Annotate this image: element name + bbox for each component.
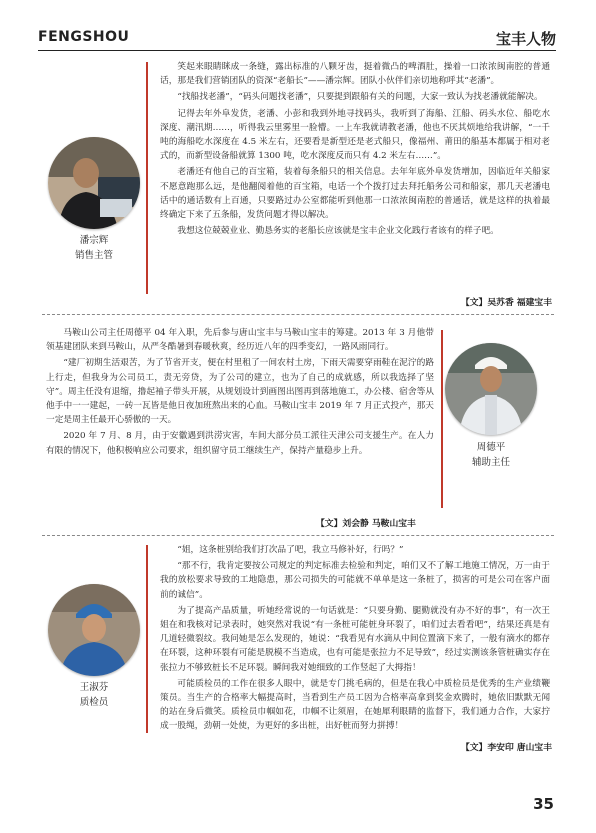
avatar-pan-zonghui: [48, 137, 140, 229]
profile-role: 质检员: [79, 697, 109, 708]
page-header: [38, 24, 556, 51]
paragraph: 可能质检员的工作在很多人眼中，就是专门挑毛病的，但是在我心中质检员是优秀的生产业绩鞭策员。当生产的合格率大幅提高时，当看到生产员工因为合格率高拿到奖金欢腾时，她依旧默默无闻的站在身后微笑。质检员巾帼如花，巾帼不让须眉，在她犀利眼睛的监督下，我们通力合作，大家拧成一股绳，劲朝一处使，为更好的多出桩，出好桩而努力拼搏！: [160, 678, 550, 732]
profile-role: 辅助主任: [471, 457, 510, 468]
article-body: [46, 326, 434, 460]
paragraph: “姐，这条桩别给我们打次品了吧，我立马修补好，行吗？”: [177, 545, 404, 555]
accent-divider: [146, 62, 148, 294]
avatar-wang-shufen: [48, 584, 140, 676]
accent-divider: [146, 545, 148, 733]
paragraph: “那不行，我肯定要按公司规定的判定标准去检验和判定，咱们又不了解工地施工情况，万一由于我的放松要求导致的工地隐患，那公司损失的可能就不单单是这一条桩了，损害的可是公司在客户面前的诚信”。: [160, 561, 550, 600]
article-body: [160, 60, 550, 240]
paragraph: “建厂初期生活艰苦，为了节省开支，便在村里租了一间农村土房，下雨天需要穿雨鞋在泥泞的路上行走，但我身为公司员工，责无旁贷，为了公司的建立，也为了自己的成就感，所以我选择了坚守”。周主任没有退缩，撸起袖子带头开展，从规划设计到画图出图再到落地施工，办公楼、宿舍等从他手中一一建起，一砖一瓦皆是他日夜加班熬出来的心血。马鞍山宝丰 2019 年 7 月正式投产，那天一定是周主任最开心骄傲的一天。: [46, 358, 434, 426]
paragraph: 我想这位兢兢业业、勤恳务实的老船长应该就是宝丰企业文化践行者该有的样子吧。: [177, 226, 499, 237]
profile-name: 王淑芬: [79, 682, 109, 693]
profile-name: 周德平: [476, 442, 506, 453]
section-divider: [42, 314, 554, 315]
profile-caption: [44, 680, 144, 710]
author-credit: 【文】李安印 唐山宝丰: [460, 743, 552, 753]
portrait-photo-icon: [48, 137, 140, 229]
accent-divider: [441, 330, 443, 508]
author-credit: 【文】吴苏香 福建宝丰: [460, 298, 552, 308]
portrait-photo-icon: [445, 343, 537, 435]
paragraph: 为了提高产品质量，听她经常说的一句话就是：“只要身勤、腿勤就没有办不好的事”，有一次王姐在和我核对记录表时，她突然对我说“有一条桩可能桩身环裂了，咱们过去看看吧”，结果还真是有几道轻微裂纹。我问她是怎么发现的，她说：“我看见有水滴从中间位置滴下来了，一般有滴水的都存在环裂，这种环裂有可能是脱模不当造成，也有可能是张拉力不足导致”，经过实测该条管桩确实存在张拉力不够致桩长不足环裂。瞬间我对她细致的工作竖起了大拇指！: [160, 605, 550, 673]
profile-role: 销售主管: [74, 250, 113, 261]
page-number: 35: [533, 795, 554, 813]
avatar-zhou-deping: [445, 343, 537, 435]
paragraph: 记得去年外阜发货，老潘、小彭和我到外地寻找码头，我听到了海船、江船、码头水位、船吃水深度、潮汛期……，听得我云里雾里一脸懵。一上车我就请教老潘，他也不厌其烦地给我讲解，“一千吨的海船吃水深度在 4.5 米左右，还要看是新型还是老式船只，像福州、莆田的船基本都属于相对老式的，而新型设备船就算 1300 吨，吃水深度反而只有 4.2 米左右……”。: [160, 108, 550, 162]
paragraph: 老潘还有他自己的百宝箱，装着每条船只的相关信息。去年年底外阜发货增加，因临近年关船家不愿意跑那么远，是他翻阅着他的百宝箱，电话一个个拨打过去拜托船务公司和船家，那几天老潘电话中的通话数有上百通，只要路过办公室都能听到他那一口浓浓闽南腔的普通话，就是这样的执着最终确定下来了五条船，发货问题才得以解决。: [160, 167, 550, 221]
paragraph: 2020 年 7 月、8 月，由于安徽遇到洪涝灾害，车间大部分员工派往天津公司支援生产。在人力有限的情况下，他积极响应公司要求，组织留守员工继续生产，保持产量稳步上升。: [46, 431, 434, 456]
article-body: [160, 543, 550, 736]
profile-caption: [44, 233, 144, 263]
portrait-photo-icon: [48, 584, 140, 676]
section-title: 宝丰人物: [495, 30, 556, 48]
paragraph: 笑起来眼睛眯成一条缝，露出标准的八颗牙齿，挺着微凸的啤酒肚，操着一口浓浓闽南腔的普通话，那是我们营销团队的资深“老船长”——潘宗辉。团队小伙伴们亲切地称呼其“老潘”。: [160, 62, 550, 87]
paragraph: 马鞍山公司主任周德平 04 年入职，先后参与唐山宝丰与马鞍山宝丰的筹建。2013 年 3 月他带领基建团队来到马鞍山，从严冬酷暑到春暖秋爽，经历近八年的四季变幻，一路风雨同行。: [46, 328, 434, 353]
profile-caption: [441, 440, 541, 470]
paragraph: “找船找老潘”，“码头问题找老潘”，只要提到跟船有关的问题，大家一致认为找老潘就能解决。: [177, 92, 543, 103]
section-divider: [42, 535, 554, 536]
magazine-brand: FENGSHOU: [38, 29, 130, 45]
profile-name: 潘宗辉: [79, 235, 109, 246]
author-credit: 【文】刘会静 马鞍山宝丰: [316, 519, 416, 529]
